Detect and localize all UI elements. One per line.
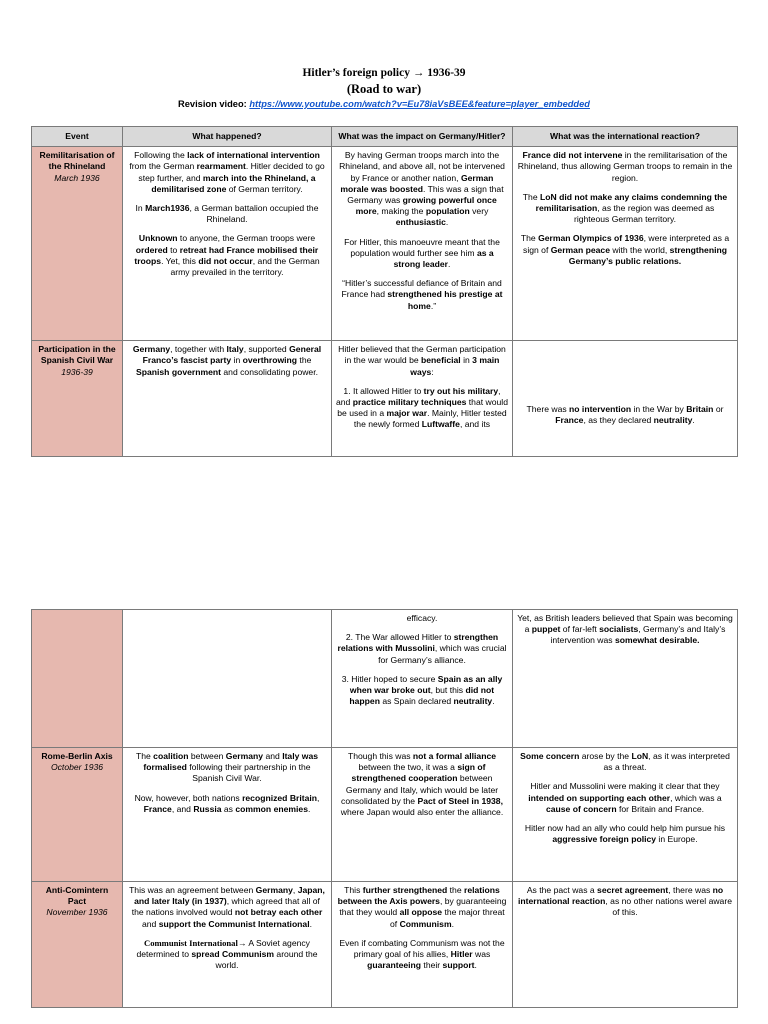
revision-video-link[interactable]: https://www.youtube.com/watch?v=Eu78iaVsBEE&feature=player_embedded (249, 99, 590, 109)
event-cell (32, 882, 123, 1008)
event-date: 1936-39 (61, 366, 93, 377)
what-happened-cell (123, 610, 332, 748)
table-row-spain-continued (32, 610, 738, 748)
col-header-what-happened: What happened? (123, 127, 332, 147)
table-header-row (32, 127, 738, 147)
event-cell (32, 748, 123, 882)
reaction-cell: Some concern arose by the LoN, as it was interpreted as a threat. Hitler and Mussolini were making it clear that they intended on supporting each other, which was a cause of concern for Britain and France. Hitler now had an ally who could help him pursue his aggressive foreign policy in Europe. (513, 748, 738, 882)
impact-cell: This further strengthened the relations between the Axis powers, by guaranteeing that they would all oppose the major threat of Communism. Even if combating Communism was not the primary goal of his allies, Hitler was guaranteeing their support. (332, 882, 513, 1008)
event-date: March 1936 (54, 172, 100, 183)
revision-label: Revision video: (178, 99, 250, 109)
title-block (0, 66, 768, 111)
revision-line (0, 98, 768, 111)
impact-cell: Hitler believed that the German participation in the war would be beneficial in 3 main ways: 1. It allowed Hitler to try out his military, and practice military techniques that would be used in a major war. Mainly, Hitler tested the newly formed Luftwaffe, and its (332, 341, 513, 457)
event-date: November 1936 (46, 907, 108, 918)
col-header-event: Event (32, 127, 123, 147)
event-cell (32, 147, 123, 341)
what-happened-cell: This was an agreement between Germany, Japan, and later Italy (in 1937), which agreed that all of the nations involved would not betray each other and support the Communist International. Communist International→ A Soviet agency determined to spread Communism around the world. (123, 882, 332, 1008)
reaction-cell: France did not intervene in the remilitarisation of the Rhineland, thus allowing German troops to remain in the region. The LoN did not make any claims condemning the remilitarisation, as the region was deemed as righteous German territory. The German Olympics of 1936, were interpreted as a sign of German peace with the world, strengthening Germany’s public relations. (513, 147, 738, 341)
reaction-cell: Yet, as British leaders believed that Spain was becoming a puppet of far-left socialists, Germany’s and Italy’s intervention was somewhat desirable. (513, 610, 738, 748)
col-header-reaction: What was the international reaction? (513, 127, 738, 147)
event-title: Anti-Comintern Pact (45, 885, 109, 907)
table-row-rhineland (32, 147, 738, 341)
event-date: October 1936 (50, 762, 104, 773)
page-subtitle: (Road to war) (346, 82, 422, 96)
event-title: Rome-Berlin Axis (41, 751, 113, 761)
page-title: Hitler’s foreign policy → 1936-39 (302, 67, 466, 79)
table-row-axis (32, 748, 738, 882)
event-cell (32, 341, 123, 457)
reaction-cell: As the pact was a secret agreement, there was no international reaction, as no other nations werel aware of this. (513, 882, 738, 1008)
col-header-impact: What was the impact on Germany/Hitler? (332, 127, 513, 147)
event-title: Participation in the Spanish Civil War (38, 344, 116, 366)
event-cell (32, 610, 123, 748)
impact-cell: Though this was not a formal alliance between the two, it was a sign of strengthened cooperation between Germany and Italy, which would be later consolidated by the Pact of Steel in 1938, where Japan would also enter the alliance. (332, 748, 513, 882)
event-title: Remilitarisation of the Rhineland (39, 150, 115, 172)
table-row-spain (32, 341, 738, 457)
what-happened-cell: The coalition between Germany and Italy was formalised following their partnership in the Spanish Civil War. Now, however, both nations recognized Britain, France, and Russia as common enemies. (123, 748, 332, 882)
reaction-cell: There was no intervention in the War by Britain or France, as they declared neutrality. (513, 341, 738, 457)
impact-cell: By having German troops march into the Rhineland, and above all, not be intervened by France or another nation, German morale was boosted. This was a sign that Germany was growing powerful once more, making the population very enthusiastic. For Hitler, this manoeuvre meant that the population would further see him as a strong leader. “Hitler’s successful defiance of Britain and France had strengthened his prestige at home.” (332, 147, 513, 341)
table-part-1 (31, 126, 738, 457)
table-part-2 (31, 609, 738, 1008)
what-happened-cell: Following the lack of international intervention from the German rearmament. Hitler decided to go step further, and march into the Rhineland, a demilitarised zone of German territory. In March1936, a German battalion occupied the Rhineland. Unknown to anyone, the German troops were ordered to retreat had France mobilised their troops. Yet, this did not occur, and the German army prevailed in the territory. (123, 147, 332, 341)
what-happened-cell: Germany, together with Italy, supported General Franco’s fascist party in overthrowing the Spanish government and consolidating power. (123, 341, 332, 457)
table-row-comintern (32, 882, 738, 1008)
impact-cell: efficacy. 2. The War allowed Hitler to strengthen relations with Mussolini, which was crucial for Germany’s alliance. 3. Hitler hoped to secure Spain as an ally when war broke out, but this did not happen as Spain declared neutrality. (332, 610, 513, 748)
